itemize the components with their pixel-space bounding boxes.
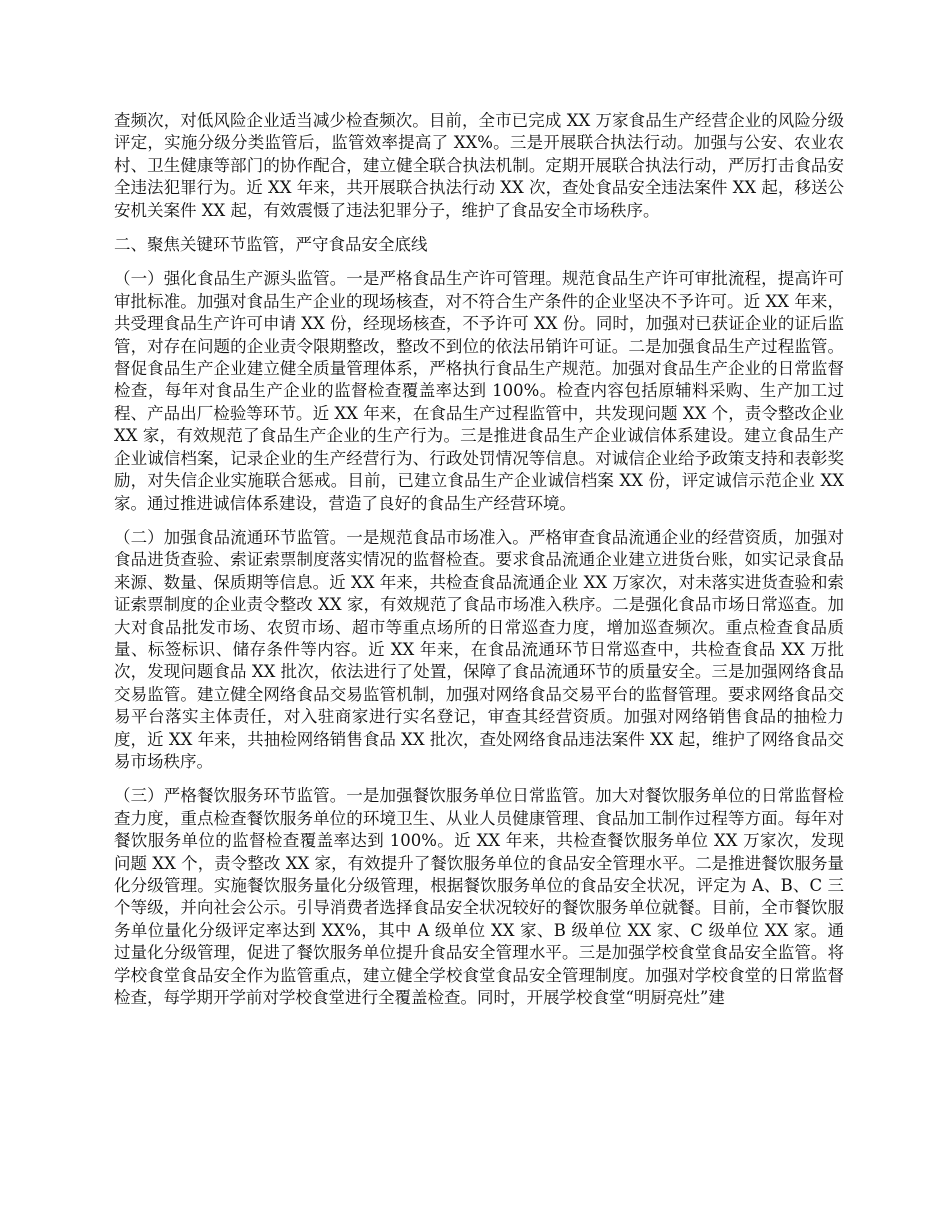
document-page xyxy=(114,110,844,1021)
body-paragraph-2: （一）强化食品生产源头监管。一是严格食品生产许可管理。规范食品生产许可审批流程，提高许可审批标准。加强对食品生产企业的现场核查，对不符合生产条件的企业坚决不予许可。近 XX 年来，共受理食品生产许可申请 XX 份，经现场核查，不予许可 XX 份。同时，加强对已获证企业的证后监管，对存在问题的企业责令限期整改，整改不到位的依法吊销许可证。二是加强食品生产过程监管。督促食品生产企业建立健全质量管理体系，严格执行食品生产规范。加强对食品生产企业的日常监督检查，每年对食品生产企业的监督检查覆盖率达到 100%。检查内容包括原辅料采购、生产加工过程、产品出厂检验等环节。近 XX 年来，在食品生产过程监管中，共发现问题 XX 个，责令整改企业 XX 家，有效规范了食品生产企业的生产行为。三是推进食品生产企业诚信体系建设。建立食品生产企业诚信档案，记录企业的生产经营行为、行政处罚情况等信息。对诚信企业给予政策支持和表彰奖励，对失信企业实施联合惩戒。目前，已建立食品生产企业诚信档案 XX 份，评定诚信示范企业 XX 家。通过推进诚信体系建设，营造了良好的食品生产经营环境。 xyxy=(114,269,844,513)
body-paragraph-1: 查频次，对低风险企业适当减少检查频次。目前，全市已完成 XX 万家食品生产经营企业的风险分级评定，实施分级分类监管后，监管效率提高了 XX%。三是开展联合执法行动。加强与公安、农业农村、卫生健康等部门的协作配合，建立健全联合执法机制。定期开展联合执法行动，严厉打击食品安全违法犯罪行为。近 XX 年来，共开展联合执法行动 XX 次，查处食品安全违法案件 XX 起，移送公安机关案件 XX 起，有效震慑了违法犯罪分子，维护了食品安全市场秩序。 xyxy=(114,111,844,220)
body-paragraph-4: （三）严格餐饮服务环节监管。一是加强餐饮服务单位日常监管。加大对餐饮服务单位的日常监督检查力度，重点检查餐饮服务单位的环境卫生、从业人员健康管理、食品加工制作过程等方面。每年对餐饮服务单位的监督检查覆盖率达到 100%。近 XX 年来，共检查餐饮服务单位 XX 万家次，发现问题 XX 个，责令整改 XX 家，有效提升了餐饮服务单位的食品安全管理水平。二是推进餐饮服务量化分级管理。实施餐饮服务量化分级管理，根据餐饮服务单位的食品安全状况，评定为 A、B、C 三个等级，并向社会公示。引导消费者选择食品安全状况较好的餐饮服务单位就餐。目前，全市餐饮服务单位量化分级评定率达到 XX%，其中 A 级单位 XX 家、B 级单位 XX 家、C 级单位 XX 家。通过量化分级管理，促进了餐饮服务单位提升食品安全管理水平。三是加强学校食堂食品安全监管。将学校食堂食品安全作为监管重点，建立健全学校食堂食品安全管理制度。加强对学校食堂的日常监督检查，每学期开学前对学校食堂进行全覆盖检查。同时，开展学校食堂“明厨亮灶”建 xyxy=(114,786,844,1008)
section-heading: 二、聚焦关键环节监管，严守食品安全底线 xyxy=(114,235,428,255)
body-paragraph-3: （二）加强食品流通环节监管。一是规范食品市场准入。严格审查食品流通企业的经营资质，加强对食品进货查验、索证索票制度落实情况的监督检查。要求食品流通企业建立进货台账，如实记录食品来源、数量、保质期等信息。近 XX 年来，共检查食品流通企业 XX 万家次，对未落实进货查验和索证索票制度的企业责令整改 XX 家，有效规范了食品市场准入秩序。二是强化食品市场日常巡查。加大对食品批发市场、农贸市场、超市等重点场所的日常巡查力度，增加巡查频次。重点检查食品质量、标签标识、储存条件等内容。近 XX 年来，在食品流通环节日常巡查中，共检查食品 XX 万批次，发现问题食品 XX 批次，依法进行了处置，保障了食品流通环节的质量安全。三是加强网络食品交易监管。建立健全网络食品交易监管机制，加强对网络食品交易平台的监督管理。要求网络食品交易平台落实主体责任，对入驻商家进行实名登记，审查其经营资质。加强对网络销售食品的抽检力度，近 XX 年来，共抽检网络销售食品 XX 批次，查处网络食品违法案件 XX 起，维护了网络食品交易市场秩序。 xyxy=(114,527,844,771)
